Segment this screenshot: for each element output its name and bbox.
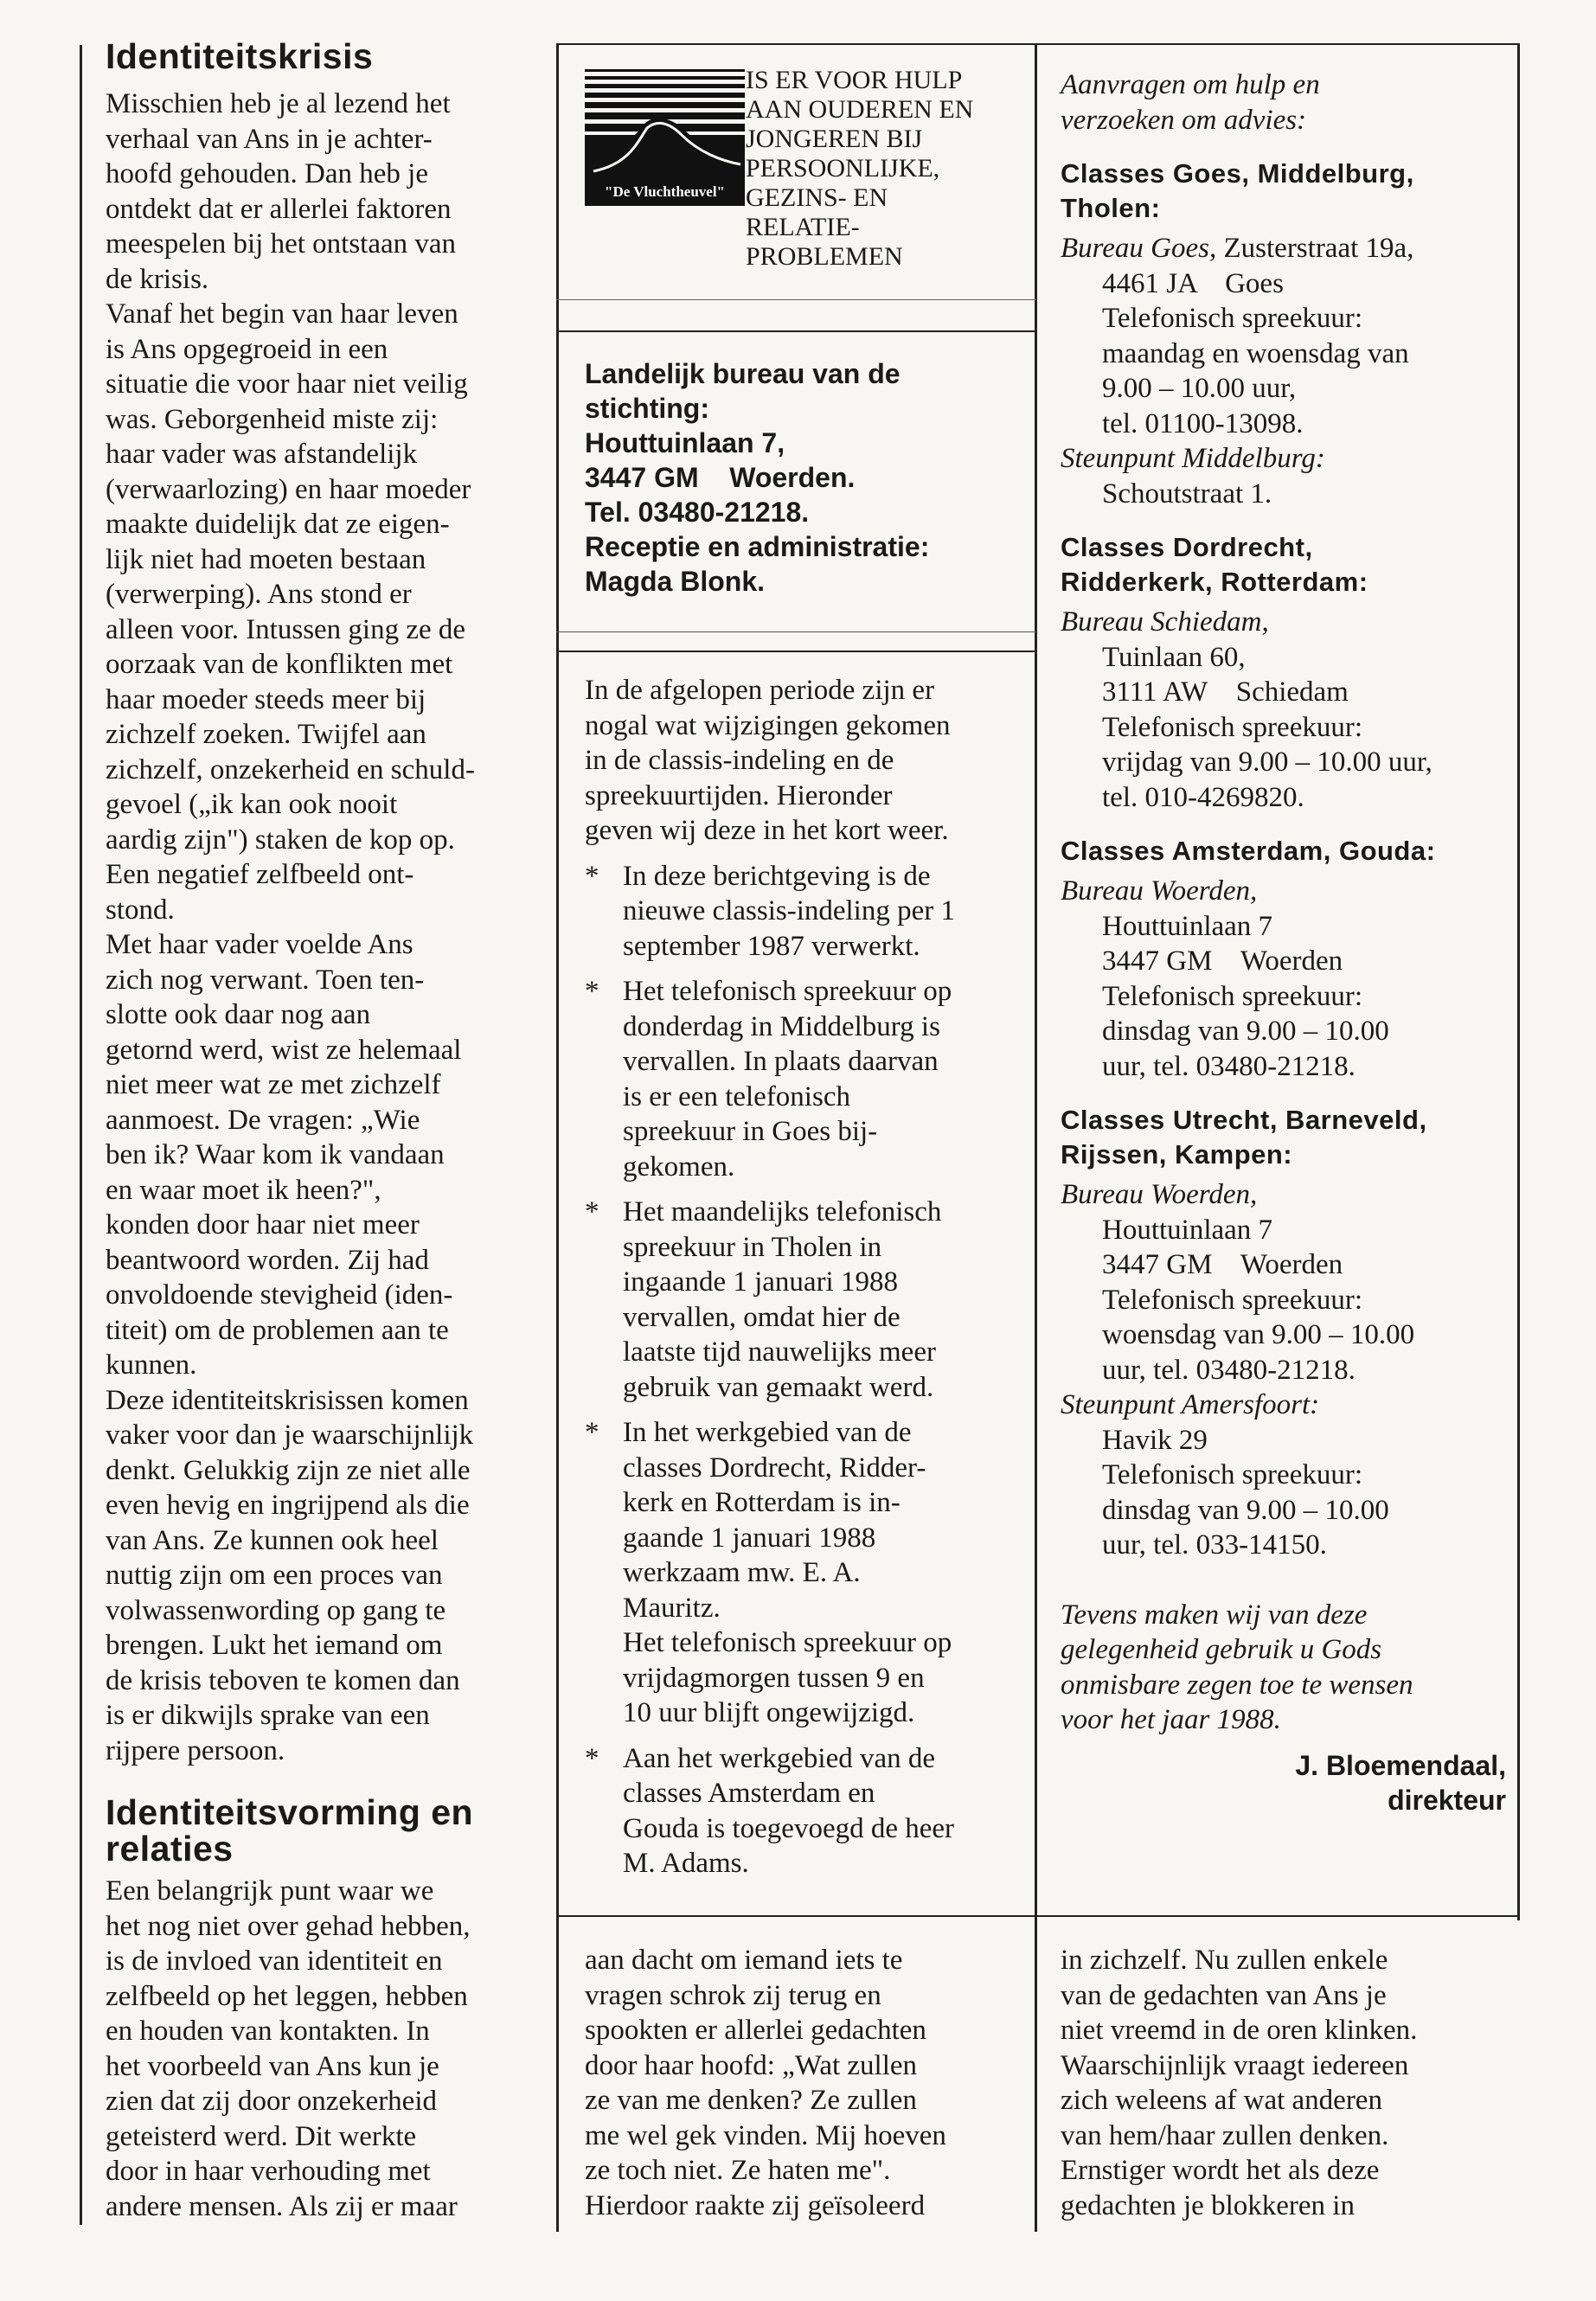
classes-heading: [1061, 834, 1506, 868]
contact-entry-line: Houttuinlaan 7: [1102, 1214, 1273, 1246]
article-line: Vanaf het begin van haar leven: [106, 298, 458, 330]
article-line: ontdekt dat er allerlei faktoren: [106, 193, 452, 225]
intro-line: geven wij deze in het kort weer.: [585, 815, 949, 846]
bullet-text: [623, 1741, 1022, 1881]
article-line: Met haar vader voelde Ans: [106, 929, 413, 960]
contact-entry-line: Tuinlaan 60,: [1102, 641, 1246, 673]
logo-tagline: [746, 66, 1014, 272]
intro-line: in de classis-indeling en de: [585, 745, 894, 776]
article-line: zich weleens af wat anderen: [1061, 2085, 1382, 2116]
article-continued-middle: [585, 1943, 1026, 2223]
bullet-line: vervallen, omdat hier de: [623, 1301, 901, 1333]
bullet-line: 10 uur blijft ongewijzigd.: [623, 1697, 915, 1728]
tagline-line: PROBLEMEN: [746, 242, 903, 271]
contact-entry-line: Schoutstraat 1.: [1102, 478, 1272, 510]
article-line: zichzelf, onzekerheid en schuld-: [106, 753, 475, 785]
article-line: slotte ook daar nog aan: [106, 999, 371, 1030]
bullet-line: werkzaam mw. E. A.: [623, 1557, 861, 1588]
bullet-line: gaande 1 januari 1988: [623, 1522, 876, 1554]
vluchtheuvel-logo: [585, 69, 745, 208]
asterisk-icon: *: [585, 1196, 599, 1227]
article-line: situatie die voor haar niet veilig: [106, 369, 468, 400]
bullet-item: [585, 974, 1022, 1184]
article-line: hoofd gehouden. Dan heb je: [106, 158, 428, 189]
bullet-line: Het telefonisch spreekuur op: [623, 976, 952, 1007]
intro-line: nogal wat wijzigingen gekomen: [585, 709, 951, 741]
article-line: vragen schrok zij terug en: [585, 1979, 881, 2011]
bullet-line: is er een telefonisch: [623, 1080, 850, 1112]
tagline-line: JONGEREN BIJ: [746, 125, 923, 153]
article-line: ben ik? Waar kom ik vandaan: [106, 1139, 445, 1170]
bullet-line: september 1987 verwerkt.: [623, 930, 920, 962]
classes-heading-line: Classes Amsterdam, Gouda:: [1061, 836, 1436, 866]
article-line: andere mensen. Als zij er maar: [106, 2190, 458, 2222]
contact-entry-name: Bureau Woerden,: [1061, 1179, 1258, 1210]
bullet-line: M. Adams.: [623, 1848, 749, 1879]
bullet-line: nieuwe classis-indeling per 1: [623, 895, 955, 926]
classes-heading-line: Rijssen, Kampen:: [1061, 1139, 1293, 1170]
tagline-line: GEZINS- EN: [746, 183, 888, 212]
article-line: maakte duidelijk dat ze eigen-: [106, 509, 450, 540]
article-line: aanmoest. De vragen: „Wie: [106, 1104, 420, 1136]
article-line: van de gedachten van Ans je: [1061, 1979, 1387, 2011]
article-line: gevoel („ik kan ook nooit: [106, 789, 398, 820]
contact-entry-line: uur, tel. 03480-21218.: [1102, 1050, 1356, 1082]
classes-heading-line: Classes Goes, Middelburg,: [1061, 158, 1414, 189]
bureau-line: Magda Blonk.: [585, 566, 766, 597]
article-line: me wel gek vinden. Mij hoeven: [585, 2119, 946, 2151]
rule-right: [1035, 43, 1037, 2232]
bullet-item: [585, 1415, 1022, 1731]
article-line: getornd werd, wist ze helemaal: [106, 1034, 462, 1066]
logo-caption: "De Vluchtheuvel": [585, 178, 745, 206]
classes-heading-line: Classes Utrecht, Barneveld,: [1061, 1105, 1427, 1135]
bureau-line: 3447 GM Woerden.: [585, 462, 856, 493]
contact-entry-line: 3111 AW Schiedam: [1102, 676, 1349, 708]
article-line: denkt. Gelukkig zijn ze niet alle: [106, 1454, 471, 1486]
rule-left: [80, 45, 82, 2225]
contact-entry-name: Bureau Schiedam,: [1061, 606, 1269, 638]
asterisk-icon: *: [585, 1742, 599, 1774]
announcement-bullets: [585, 859, 1022, 1881]
article-line: Ernstiger wordt het als deze: [1061, 2155, 1380, 2186]
article-line: was. Geborgenheid miste zij:: [106, 403, 439, 435]
bullet-text: [623, 859, 1022, 965]
bullet-line: In het werkgebied van de: [623, 1417, 912, 1448]
tagline-line: IS ER VOOR HULP: [746, 66, 963, 94]
article-line: verhaal van Ans in je achter-: [106, 123, 433, 155]
contact-entry-line: Havik 29: [1102, 1424, 1208, 1456]
contact-entry-name: Bureau Woerden,: [1061, 875, 1258, 907]
heading-identiteitskrisis: Identiteitskrisis: [106, 36, 374, 76]
rule-box-logo-bottom: [556, 299, 1036, 300]
article-line: lijk niet had moeten bestaan: [106, 543, 426, 575]
contact-entry-line: woensdag van 9.00 – 10.00: [1102, 1319, 1415, 1350]
contact-entry-title: [1061, 1388, 1506, 1423]
contact-entry: [1061, 441, 1506, 511]
contact-entry-line: uur, tel. 03480-21218.: [1102, 1354, 1356, 1386]
contact-intro-line: Aanvragen om hulp en: [1061, 69, 1320, 100]
bullet-item: [585, 1741, 1022, 1881]
article-line: haar moeder steeds meer bij: [106, 683, 426, 715]
rule-far-right: [1517, 43, 1520, 1920]
bullet-line: kerk en Rotterdam is in-: [623, 1487, 901, 1518]
contact-entry-line: tel. 010-4269820.: [1102, 781, 1304, 813]
bullet-line: vervallen. In plaats daarvan: [623, 1046, 939, 1077]
contact-entry-line: vrijdag van 9.00 – 10.00 uur,: [1102, 747, 1433, 778]
bullet-line: ingaande 1 januari 1988: [623, 1266, 898, 1298]
heading-identiteitsvorming-line2: relaties: [106, 1829, 234, 1868]
bureau-line: Landelijk bureau van de: [585, 358, 901, 389]
article-line: titeit) om de problemen aan te: [106, 1314, 449, 1346]
article-line: het nog niet over gehad hebben,: [106, 1910, 471, 1942]
bullet-line: laatste tijd nauwelijks meer: [623, 1336, 936, 1368]
contact-entry-line: Telefonisch spreekuur:: [1102, 303, 1362, 334]
article-line: haar vader was afstandelijk: [106, 439, 418, 470]
intro-line: In de afgelopen periode zijn er: [585, 675, 935, 706]
article-line: (verwaarlozing) en haar moeder: [106, 473, 471, 505]
article-line: Een negatief zelfbeeld ont-: [106, 859, 414, 890]
contact-entry-address: Zusterstraat 19a,: [1216, 233, 1414, 264]
contact-entry: [1061, 1388, 1506, 1563]
article-line: Hierdoor raakte zij geïsoleerd: [585, 2189, 926, 2221]
signature-line: direkteur: [1388, 1785, 1506, 1816]
contact-entry-line: maandag en woensdag van: [1102, 337, 1409, 369]
article-line: (verwerping). Ans stond er: [106, 579, 412, 610]
article-line: Deze identiteitskrisissen komen: [106, 1384, 469, 1416]
bureau-line: Tel. 03480-21218.: [585, 497, 810, 528]
bullet-line: classes Dordrecht, Ridder-: [623, 1452, 926, 1484]
contact-entry: [1061, 605, 1506, 815]
bullet-line: gekomen.: [623, 1150, 735, 1183]
article-line: even hevig en ingrijpend als die: [106, 1490, 470, 1521]
bullet-text: [623, 974, 1022, 1184]
classes-heading-line: Tholen:: [1061, 193, 1161, 223]
article-line: alleen voor. Intussen ging ze de: [106, 613, 466, 645]
article-line: geteisterd werd. Dit werkte: [106, 2120, 417, 2152]
contact-entry-title: [1061, 1177, 1506, 1213]
classes-heading-line: Ridderkerk, Rotterdam:: [1061, 567, 1368, 597]
bullet-item: [585, 1195, 1022, 1405]
article-line: beantwoord worden. Zij had: [106, 1244, 429, 1276]
article-line: is Ans opgegroeid in een: [106, 333, 388, 365]
article-line: nuttig zijn om een proces van: [106, 1560, 443, 1591]
closing-line: gelegenheid gebruik u Gods: [1061, 1634, 1382, 1665]
article-line: in zichzelf. Nu zullen enkele: [1061, 1945, 1388, 1976]
contact-entry: [1061, 231, 1506, 441]
rule-box-mid2: [556, 651, 1036, 652]
article-line: zien dat zij door onzekerheid: [106, 2086, 437, 2117]
bullet-line: Het maandelijks telefonisch: [623, 1196, 942, 1227]
column-announcements: [585, 673, 1022, 1881]
article-line: is er dikwijls sprake van een: [106, 1700, 430, 1731]
closing-line: Tevens maken wij van deze: [1061, 1599, 1368, 1631]
bullet-line: spreekuur in Goes bij-: [623, 1116, 878, 1147]
signature: [1061, 1748, 1506, 1818]
article-paragraphs-1: [106, 87, 547, 1768]
tagline-line: AAN OUDEREN EN: [746, 95, 974, 124]
article-line: van Ans. Ze kunnen ook heel: [106, 1524, 439, 1556]
tagline-line: RELATIE-: [746, 213, 860, 241]
classes-heading: [1061, 530, 1506, 599]
article-line: Misschien heb je al lezend het: [106, 88, 451, 119]
column-article: [106, 38, 547, 2224]
article-line: zelfbeeld op het leggen, hebben: [106, 1980, 468, 2012]
article-continued-right: [1061, 1943, 1510, 2223]
tagline-line: PERSOONLIJKE,: [746, 154, 940, 183]
article-line: Een belangrijk punt waar we: [106, 1875, 434, 1907]
heading-identiteitsvorming: [106, 1794, 547, 1867]
contact-entry-line: Telefonisch spreekuur:: [1102, 1459, 1362, 1490]
article-line: niet vreemd in de oren klinken.: [1061, 2015, 1418, 2046]
contact-entry-line: Telefonisch spreekuur:: [1102, 1284, 1362, 1316]
article-line: niet meer wat ze met zichzelf: [106, 1069, 441, 1100]
article-line: het voorbeeld van Ans kun je: [106, 2050, 439, 2082]
bullet-text: [623, 1195, 1022, 1405]
contact-entry-line: dinsdag van 9.00 – 10.00: [1102, 1494, 1389, 1526]
article-line: vaker voor dan je waarschijnlijk: [106, 1420, 474, 1451]
rule-box-logo-bottom2: [556, 330, 1036, 332]
bullet-item: [585, 859, 1022, 965]
contact-entry-name: Steunpunt Middelburg:: [1061, 443, 1325, 474]
announcement-intro: [585, 673, 1022, 849]
article-line: aardig zijn") staken de kop op.: [106, 824, 455, 856]
article-line: de krisis.: [106, 263, 209, 295]
bureau-line: Houttuinlaan 7,: [585, 427, 785, 458]
classes-heading: [1061, 157, 1506, 226]
contact-entry-line: 3447 GM Woerden: [1102, 1249, 1343, 1280]
intro-line: spreekuurtijden. Hieronder: [585, 779, 893, 811]
article-line: oorzaak van de konflikten met: [106, 649, 453, 680]
article-line: gedachten je blokkeren in: [1061, 2189, 1355, 2221]
article-line: rijpere persoon.: [106, 1734, 285, 1766]
article-line: zichzelf zoeken. Twijfel aan: [106, 719, 426, 750]
contact-entry-title: [1061, 605, 1506, 640]
bureau-line: Receptie en administratie:: [585, 531, 930, 562]
rule-mid: [556, 43, 559, 2232]
rule-box-top: [556, 43, 1519, 45]
contact-entry-line: Houttuinlaan 7: [1102, 910, 1273, 942]
contact-entry-line: 3447 GM Woerden: [1102, 945, 1343, 977]
signature-line: J. Bloemendaal,: [1295, 1749, 1506, 1781]
closing-wishes: [1061, 1598, 1506, 1738]
heading-identiteitsvorming-line1: Identiteitsvorming en: [106, 1792, 474, 1832]
contact-entry-title: [1061, 441, 1506, 477]
contact-entry-line: Telefonisch spreekuur:: [1102, 980, 1362, 1012]
asterisk-icon: *: [585, 976, 599, 1007]
contact-entry-name: Steunpunt Amersfoort:: [1061, 1389, 1320, 1420]
contact-intro: [1061, 67, 1506, 138]
contact-entry-title: [1061, 231, 1506, 266]
contact-entry-line: 9.00 – 10.00 uur,: [1102, 373, 1297, 404]
landelijk-bureau-info: [585, 356, 1035, 599]
article-line: brengen. Lukt het iemand om: [106, 1630, 443, 1661]
article-line: kunnen.: [106, 1349, 197, 1381]
contact-entry-line: uur, tel. 033-14150.: [1102, 1529, 1327, 1561]
bullet-line: Mauritz.: [623, 1592, 721, 1624]
contact-entry-line: 4461 JA Goes: [1102, 267, 1284, 299]
article-paragraphs-2: [106, 1874, 547, 2224]
contact-entry-line: dinsdag van 9.00 – 10.00: [1102, 1016, 1389, 1047]
classes-heading: [1061, 1103, 1506, 1172]
article-line: Waarschijnlijk vraagt iedereen: [1061, 2049, 1409, 2081]
article-line: zich nog verwant. Toen ten-: [106, 964, 425, 996]
article-line: van hem/haar zullen denken.: [1061, 2119, 1389, 2151]
classes-heading-line: Classes Dordrecht,: [1061, 532, 1313, 562]
article-line: en houden van kontakten. In: [106, 2016, 430, 2047]
article-line: meespelen bij het ontstaan van: [106, 228, 457, 260]
article-line: ze van me denken? Ze zullen: [585, 2085, 917, 2116]
bullet-line: gebruik van gemaakt werd.: [623, 1371, 934, 1403]
bullet-line: Gouda is toegevoegd de heer: [623, 1812, 955, 1844]
rule-box-mid1: [556, 631, 1036, 632]
contact-intro-line: verzoeken om advies:: [1061, 104, 1307, 136]
asterisk-icon: *: [585, 1417, 599, 1448]
bureau-line: stichting:: [585, 393, 709, 424]
article-line: de krisis teboven te komen dan: [106, 1664, 460, 1696]
article-line: ze toch niet. Ze haten me".: [585, 2155, 891, 2186]
article-line: en waar moet ik heen?",: [106, 1174, 381, 1206]
asterisk-icon: *: [585, 860, 599, 892]
contact-entry-line: Telefonisch spreekuur:: [1102, 711, 1362, 743]
bullet-line: classes Amsterdam en: [623, 1778, 875, 1809]
bullet-line: spreekuur in Tholen in: [623, 1231, 882, 1263]
article-line: aan dacht om iemand iets te: [585, 1945, 903, 1976]
article-line: door in haar verhouding met: [106, 2156, 431, 2187]
contact-entry-line: tel. 01100-13098.: [1102, 407, 1304, 439]
article-line: spookten er allerlei gedachten: [585, 2015, 926, 2046]
article-line: is de invloed van identiteit en: [106, 1945, 443, 1977]
contact-entry: [1061, 874, 1506, 1084]
column-contact: [1061, 67, 1506, 1818]
bullet-line: donderdag in Middelburg is: [623, 1010, 940, 1042]
article-line: konden door haar niet meer: [106, 1209, 420, 1240]
bullet-line: Aan het werkgebied van de: [623, 1742, 936, 1774]
contact-entry-title: [1061, 874, 1506, 909]
article-line: volwassenwording op gang te: [106, 1594, 446, 1626]
bullet-line: vrijdagmorgen tussen 9 en: [623, 1662, 925, 1694]
article-line: onvoldoende stevigheid (iden-: [106, 1279, 453, 1311]
contact-entry-name: Bureau Goes,: [1061, 233, 1217, 264]
closing-line: onmisbare zegen toe te wensen: [1061, 1669, 1413, 1701]
contact-entry: [1061, 1177, 1506, 1388]
article-line: stond.: [106, 894, 175, 926]
closing-line: voor het jaar 1988.: [1061, 1704, 1281, 1735]
rule-box-bottom: [556, 1915, 1519, 1917]
bullet-line: Het telefonisch spreekuur op: [623, 1627, 952, 1658]
bullet-line: In deze berichtgeving is de: [623, 860, 931, 892]
article-line: door haar hoofd: „Wat zullen: [585, 2049, 918, 2081]
bullet-text: [623, 1415, 1022, 1731]
